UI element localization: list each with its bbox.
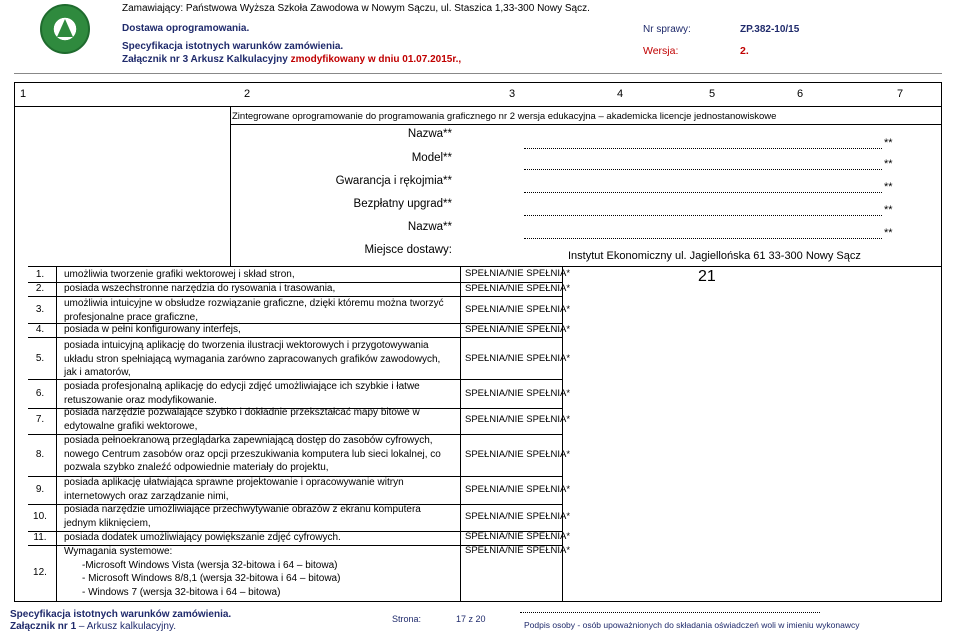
requirement-number: 3. <box>35 304 45 315</box>
requirement-text: posiada pełnoekranową przeglądarka zapewniającą dostęp do zasobów cyfrowych, <box>64 435 433 446</box>
requirement-number: 7. <box>35 414 45 425</box>
warranty-field-stars: ** <box>884 181 893 193</box>
buyer-line: Zamawiający: Państwowa Wyższa Szkoła Zawodowa w Nowym Sączu, ul. Staszica 1,33-300 Nowy Sącz. <box>122 3 590 14</box>
requirement-text: edytowalne grafiki wektorowe, <box>64 420 198 432</box>
requirement-text: -Microsoft Windows Vista (wersja 32-bitowa i 64 – bitowa) <box>82 559 338 571</box>
product-title: Zintegrowane oprogramowanie do programowania graficznego nr 2 wersja edukacyjna – akademicka licencje jednostanowiskowe <box>232 111 777 122</box>
table-rule <box>14 106 942 107</box>
requirement-text: posiada wszechstronne narzędzia do rysowania i trasowania, <box>64 283 336 294</box>
requirement-number: 2. <box>35 283 45 294</box>
requirement-text: - Windows 7 (wersja 32-bitowa i 64 – bitowa) <box>82 586 281 598</box>
column-number: 5 <box>708 88 716 100</box>
signature-line[interactable] <box>520 612 820 613</box>
field-label-warranty: Gwarancja i rękojmia** <box>335 175 452 187</box>
model-field[interactable] <box>524 160 882 170</box>
warranty-field[interactable] <box>524 183 882 193</box>
compliance-status[interactable]: SPEŁNIA/NIE SPEŁNIA* <box>465 388 571 399</box>
delivery-label: Miejsce dostawy: <box>364 244 452 256</box>
table-rule <box>230 124 942 125</box>
requirement-number: 1. <box>35 269 45 280</box>
requirement-text: posiada dodatek umożliwiający powiększanie zdjęć cyfrowych. <box>64 532 341 543</box>
column-number: 3 <box>508 88 516 100</box>
requirement-text: posiada aplikację ułatwiająca sprawne projektowanie i opracowywanie witryn <box>64 477 404 488</box>
requirement-number: 12. <box>33 566 47 578</box>
page-label: Strona: <box>392 614 422 624</box>
column-number: 4 <box>616 88 624 100</box>
compliance-status[interactable]: SPEŁNIA/NIE SPEŁNIA* <box>465 545 571 556</box>
field-label-name: Nazwa** <box>407 128 452 140</box>
table-rule <box>28 337 562 338</box>
requirement-text: pozwala szybko znaleźć odpowiednie materiały do projektu, <box>64 462 329 473</box>
compliance-status[interactable]: SPEŁNIA/NIE SPEŁNIA* <box>465 449 571 460</box>
table-rule <box>28 266 942 267</box>
requirement-text: retuszowanie oraz modyfikowanie. <box>64 394 217 406</box>
field-label-upgrade: Bezpłatny upgrad** <box>353 198 452 210</box>
upgrade-field-stars: ** <box>884 204 893 216</box>
requirement-number: 11. <box>33 532 47 543</box>
name-field-2[interactable] <box>524 229 882 239</box>
requirement-number: 4. <box>35 324 45 335</box>
requirement-text: umożliwia tworzenie grafiki wektorowej i skład stron, <box>64 269 295 280</box>
compliance-status[interactable]: SPEŁNIA/NIE SPEŁNIA* <box>465 268 571 279</box>
school-logo <box>40 4 90 54</box>
version-value: 2. <box>740 45 749 57</box>
compliance-status[interactable]: SPEŁNIA/NIE SPEŁNIA* <box>465 304 571 315</box>
quantity: 21 <box>698 268 716 285</box>
requirement-text: internetowych oraz zarządzanie nimi, <box>64 490 229 502</box>
footer-annex: Załącznik nr 1 – Arkusz kalkulacyjny. <box>10 621 176 631</box>
requirement-number: 10. <box>33 511 47 522</box>
column-number: 7 <box>896 88 904 100</box>
requirement-number: 9. <box>35 484 45 495</box>
requirement-text: jednym kliknięciem, <box>64 517 151 529</box>
name-field-2-stars: ** <box>884 227 893 239</box>
compliance-status[interactable]: SPEŁNIA/NIE SPEŁNIA* <box>465 531 571 542</box>
header-divider <box>14 73 942 74</box>
spec-title: Specyfikacja istotnych warunków zamówienia. <box>122 41 344 52</box>
column-number: 1 <box>19 88 27 100</box>
annex-line: Załącznik nr 3 Arkusz Kalkulacyjny zmodyfikowany w dniu 01.07.2015r., <box>122 54 462 65</box>
compliance-status[interactable]: SPEŁNIA/NIE SPEŁNIA* <box>465 353 571 364</box>
column-number: 6 <box>796 88 804 100</box>
version-label: Wersja: <box>643 45 679 57</box>
delivery-address: Instytut Ekonomiczny ul. Jagiellońska 61 33-300 Nowy Sącz <box>568 250 861 262</box>
requirement-number: 8. <box>35 449 45 460</box>
subject: Dostawa oprogramowania. <box>122 23 250 34</box>
requirement-text: posiada w pełni konfigurowany interfejs, <box>64 324 241 335</box>
footer-spec: Specyfikacja istotnych warunków zamówienia. <box>10 609 232 620</box>
requirement-text: posiada intuicyjną aplikację do tworzenia ilustracji wektorowych i przygotowywania <box>64 340 429 351</box>
requirement-text: posiada narzędzie umożliwiające przechwytywanie obrazów z ekranu komputera <box>64 504 421 515</box>
table-rule <box>230 106 231 266</box>
requirement-text: nowego Centrum zasobów oraz opcji przeszukiwania komputera lub sieci lokalnej, co <box>64 448 441 460</box>
compliance-status[interactable]: SPEŁNIA/NIE SPEŁNIA* <box>465 484 571 495</box>
compliance-status[interactable]: SPEŁNIA/NIE SPEŁNIA* <box>465 414 571 425</box>
field-label-model: Model** <box>411 152 452 164</box>
page-number: 17 z 20 <box>456 614 486 624</box>
requirement-text: umożliwia intuicyjne w obsłudze rozwiązanie graficzne, dzięki któremu można tworzyć <box>64 298 444 309</box>
name-field[interactable] <box>524 139 882 149</box>
name-field-stars: ** <box>884 137 893 149</box>
requirement-text: układu stron spełniającą wymagania zarówno zapracowanych grafików zawodowych, <box>64 353 441 365</box>
requirement-number: 6. <box>35 388 45 399</box>
requirement-text: posiada profesjonalną aplikację do edycji zdjęć umożliwiające ich szybkie i łatwe <box>64 381 420 392</box>
column-number: 2 <box>243 88 251 100</box>
compliance-status[interactable]: SPEŁNIA/NIE SPEŁNIA* <box>465 511 571 522</box>
requirement-text: posiada narzędzie pozwalające szybko i dokładnie przekształcać mapy bitowe w <box>64 407 420 418</box>
requirement-text: jak i amatorów, <box>64 367 131 378</box>
annex-modified: zmodyfikowany w dniu 01.07.2015r., <box>290 54 462 65</box>
signature-note: Podpis osoby - osób upoważnionych do składania oświadczeń woli w imieniu wykonawcy <box>524 620 860 630</box>
case-number: ZP.382-10/15 <box>740 24 800 35</box>
requirement-number: 5. <box>35 353 45 364</box>
case-label: Nr sprawy: <box>643 24 691 35</box>
upgrade-field[interactable] <box>524 206 882 216</box>
requirement-text: - Microsoft Windows 8/8,1 (wersja 32-bitowa i 64 – bitowa) <box>82 573 341 584</box>
requirement-text: Wymagania systemowe: <box>64 546 173 557</box>
model-field-stars: ** <box>884 158 893 170</box>
compliance-status[interactable]: SPEŁNIA/NIE SPEŁNIA* <box>465 283 571 294</box>
field-label-name-2: Nazwa** <box>407 221 452 233</box>
requirement-text: profesjonalne prace graficzne, <box>64 311 198 323</box>
compliance-status[interactable]: SPEŁNIA/NIE SPEŁNIA* <box>465 324 571 335</box>
